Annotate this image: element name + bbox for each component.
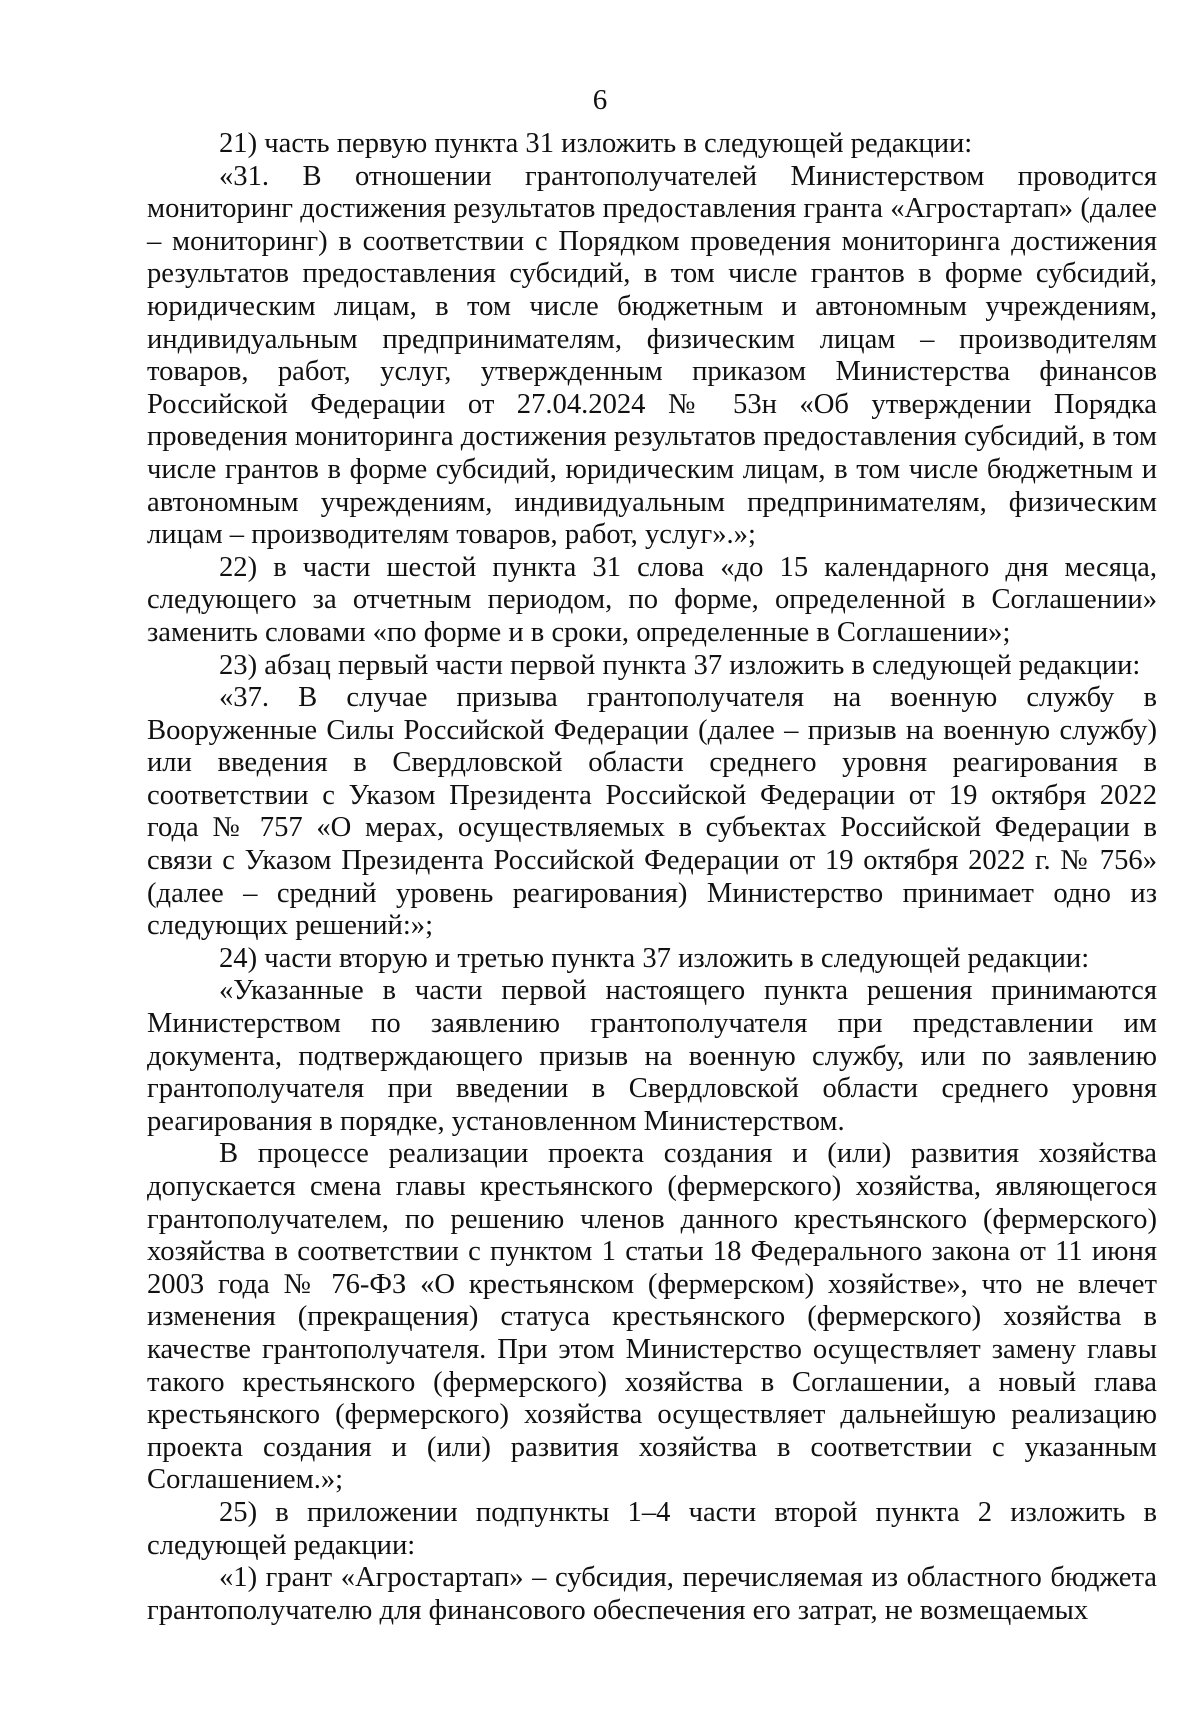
paragraph-item-21: 21) часть первую пункта 31 изложить в следующей редакции: xyxy=(219,128,973,159)
document-body xyxy=(147,128,1157,1627)
page-number: 6 xyxy=(592,84,608,116)
quoted-paragraph-grant-definition: «1) грант «Агростартап» – субсидия, перечисляемая из областного бюджета грантополучателю для финансового обеспечения его затрат, не возмещаемых xyxy=(147,1562,1157,1626)
quoted-paragraph-head-change: В процессе реализации проекта создания и (или) развития хозяйства допускается смена главы крестьянского (фермерского) хозяйства, являющегося грантополучателем, по решению членов данного крестьянского (фермерского) хозяйства в соответствии с пунктом 1 статьи 18 Федерального закона от 11 июня 2003 года № 76-ФЗ «О крестьянском (фермерском) хозяйстве», что не влечет изменения (прекращения) статуса крестьянского (фермерского) хозяйства в качестве грантополучателя. При этом Министерство осуществляет замену главы такого крестьянского (фермерского) хозяйства в Соглашении, а новый глава крестьянского (фермерского) хозяйства осуществляет дальнейшую реализацию проекта создания и (или) развития хозяйства в соответствии с указанным Соглашением.»; xyxy=(147,1138,1157,1496)
quoted-paragraph-31: «31. В отношении грантополучателей Министерством проводится мониторинг достижения результатов предоставления гранта «Агростартап» (далее – мониторинг) в соответствии с Порядком проведения мониторинга достижения результатов предоставления субсидий, в том числе грантов в форме субсидий, юридическим лицам, в том числе бюджетным и автономным учреждениям, индивидуальным предпринимателям, физическим лицам – производителям товаров, работ, услуг, утвержденным приказом Министерства финансов Российской Федерации от 27.04.2024 № 53н «Об утверждении Порядка проведения мониторинга достижения результатов предоставления субсидий, в том числе грантов в форме субсидий, юридическим лицам, в том числе бюджетным и автономным учреждениям, индивидуальным предпринимателям, физическим лицам – производителям товаров, работ, услуг».»; xyxy=(147,160,1157,551)
quoted-paragraph-decisions: «Указанные в части первой настоящего пункта решения принимаются Министерством по заявлению грантополучателя при представлении им документа, подтверждающего призыв на военную службу, или по заявлению грантополучателя при введении в Свердловской области среднего уровня реагирования в порядке, установленном Министерством. xyxy=(147,975,1157,1137)
quoted-paragraph-37: «37. В случае призыва грантополучателя на военную службу в Вооруженные Силы Российской Федерации (далее – призыв на военную службу) или введения в Свердловской области среднего уровня реагирования в соответствии с Указом Президента Российской Федерации от 19 октября 2022 года № 757 «О мерах, осуществляемых в субъектах Российской Федерации в связи с Указом Президента Российской Федерации от 19 октября 2022 г. № 756» (далее – средний уровень реагирования) Министерство принимает одно из следующих решений:»; xyxy=(147,682,1157,942)
paragraph-item-24: 24) части вторую и третью пункта 37 изложить в следующей редакции: xyxy=(219,942,1090,974)
paragraph-item-25: 25) в приложении подпункты 1–4 части второй пункта 2 изложить в следующей редакции: xyxy=(147,1496,1157,1561)
paragraph-item-23: 23) абзац первый части первой пункта 37 изложить в следующей редакции: xyxy=(219,649,1141,681)
paragraph-item-22: 22) в части шестой пункта 31 слова «до 15 календарного дня месяца, следующего за отчетным периодом, по форме, определенной в Соглашении» заменить словами «по форме и в сроки, определенные в Соглашении»; xyxy=(147,551,1157,648)
